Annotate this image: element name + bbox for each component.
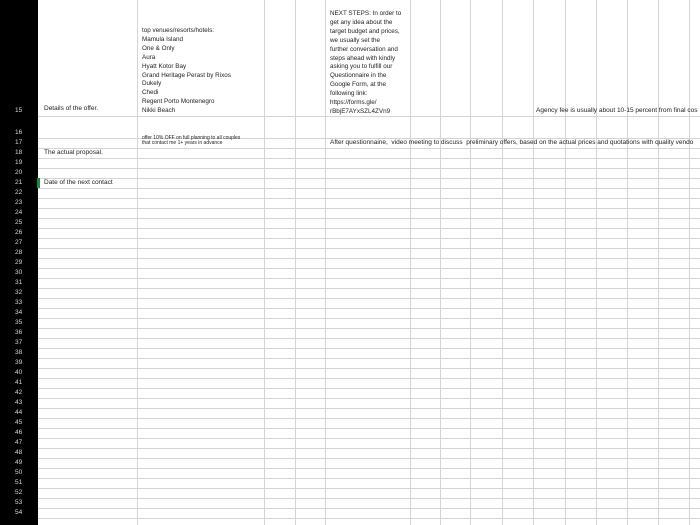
venues-line: Grand Heritage Perast by Rixos xyxy=(142,71,231,79)
nextsteps-line: rBbjE7AYxSZL4ZVn9 xyxy=(330,107,391,115)
row-header-34[interactable]: 34 xyxy=(15,309,23,316)
column-gridline xyxy=(627,0,628,525)
column-gridline xyxy=(137,0,138,525)
venues-line: Chedi xyxy=(142,89,159,97)
cell-details-label[interactable]: Details of the offer. xyxy=(44,105,99,112)
column-gridline xyxy=(264,0,265,525)
cell-next-steps[interactable] xyxy=(330,10,401,117)
nextsteps-line: Google Form, at the xyxy=(330,81,386,89)
row-header-50[interactable]: 50 xyxy=(15,469,23,476)
row-header-22[interactable]: 22 xyxy=(15,189,23,196)
venues-line: Regent Porto Montenegro xyxy=(142,98,215,106)
row-header-49[interactable]: 49 xyxy=(15,459,23,466)
row-header-47[interactable]: 47 xyxy=(15,439,23,446)
spreadsheet-grid[interactable] xyxy=(38,0,700,525)
row-header-36[interactable]: 36 xyxy=(15,329,23,336)
cell-offer-discount[interactable]: offer 10% OFF on full planning to all couples that contact me 1+ years in advance xyxy=(142,135,241,146)
column-gridline xyxy=(658,0,659,525)
nextsteps-line: further conversation and xyxy=(330,45,398,53)
column-gridline xyxy=(533,0,534,525)
row-header-51[interactable]: 51 xyxy=(15,479,23,486)
selected-cell-indicator xyxy=(37,178,40,188)
row-header-23[interactable]: 23 xyxy=(15,199,23,206)
row-header-38[interactable]: 38 xyxy=(15,349,23,356)
row-header-16[interactable]: 16 xyxy=(15,129,23,136)
row-header-29[interactable]: 29 xyxy=(15,259,23,266)
row-header-25[interactable]: 25 xyxy=(15,219,23,226)
row-header-17[interactable]: 17 xyxy=(15,139,23,146)
row-header-39[interactable]: 39 xyxy=(15,359,23,366)
nextsteps-line: https://forms.gle/ xyxy=(330,99,377,107)
row-header-33[interactable]: 33 xyxy=(15,299,23,306)
column-gridline xyxy=(295,0,296,525)
row-header-52[interactable]: 52 xyxy=(15,489,23,496)
row-header-53[interactable]: 53 xyxy=(15,499,23,506)
row-header-42[interactable]: 42 xyxy=(15,389,23,396)
nextsteps-line: NEXT STEPS: In order to xyxy=(330,10,402,17)
row-header-40[interactable]: 40 xyxy=(15,369,23,376)
venues-line: Mamula Island xyxy=(142,35,183,43)
cell-next-contact-label[interactable]: Date of the next contact xyxy=(44,179,113,186)
row-header-54[interactable]: 54 xyxy=(15,509,23,516)
column-gridline xyxy=(689,0,690,525)
nextsteps-line: get any idea about the xyxy=(330,18,393,26)
venues-line: Dukely xyxy=(142,80,162,88)
row-header-32[interactable]: 32 xyxy=(15,289,23,296)
row-header-46[interactable]: 46 xyxy=(15,429,23,436)
row-header-48[interactable]: 48 xyxy=(15,449,23,456)
column-gridline xyxy=(502,0,503,525)
column-gridline xyxy=(410,0,411,525)
column-gridline xyxy=(440,0,441,525)
nextsteps-line: Questionnaire in the xyxy=(330,72,387,80)
row-header-24[interactable]: 24 xyxy=(15,209,23,216)
row-header-15[interactable]: 15 xyxy=(15,107,23,114)
nextsteps-line: target budget and prices, xyxy=(330,27,400,35)
venues-line: Nikki Beach xyxy=(142,107,176,115)
row-header-41[interactable]: 41 xyxy=(15,379,23,386)
nextsteps-line: asking you to fulfill our xyxy=(330,63,393,71)
column-gridline xyxy=(565,0,566,525)
venues-line: Hyatt Kotor Bay xyxy=(142,62,187,70)
row-header-37[interactable]: 37 xyxy=(15,339,23,346)
row-header-27[interactable]: 27 xyxy=(15,239,23,246)
cell-process-description[interactable]: After questionnaine, video meeting to discuss preliminary offers, based on the actual prices and quotations with quality vendo xyxy=(330,139,694,146)
venues-line: top venues/resorts/hotels: xyxy=(142,27,215,34)
row-header-43[interactable]: 43 xyxy=(15,399,23,406)
row-header-45[interactable]: 45 xyxy=(15,419,23,426)
row-header-31[interactable]: 31 xyxy=(15,279,23,286)
row-header-20[interactable]: 20 xyxy=(15,169,23,176)
column-gridline xyxy=(325,0,326,525)
row-header-30[interactable]: 30 xyxy=(15,269,23,276)
row-header-19[interactable]: 19 xyxy=(15,159,23,166)
row-header-28[interactable]: 28 xyxy=(15,249,23,256)
row-header-35[interactable]: 35 xyxy=(15,319,23,326)
cell-top-venues[interactable] xyxy=(142,27,231,116)
column-gridline xyxy=(596,0,597,525)
nextsteps-line: we usually set the xyxy=(330,36,381,44)
row-header-26[interactable]: 26 xyxy=(15,229,23,236)
row-header-18[interactable]: 18 xyxy=(15,149,23,156)
cell-actual-proposal-label[interactable]: The actual proposal. xyxy=(44,149,103,156)
nextsteps-line: steps ahead with kindly xyxy=(330,54,396,62)
venues-line: Aura xyxy=(142,53,156,61)
column-gridline xyxy=(470,0,471,525)
nextsteps-line: following link: xyxy=(330,90,368,98)
row-header-column xyxy=(0,0,38,525)
row-header-21[interactable]: 21 xyxy=(15,179,23,186)
venues-line: One & Only xyxy=(142,44,175,52)
cell-agency-fee[interactable]: Agency fee is usually about 10-15 percent from final cos xyxy=(536,107,698,114)
row-header-44[interactable]: 44 xyxy=(15,409,23,416)
